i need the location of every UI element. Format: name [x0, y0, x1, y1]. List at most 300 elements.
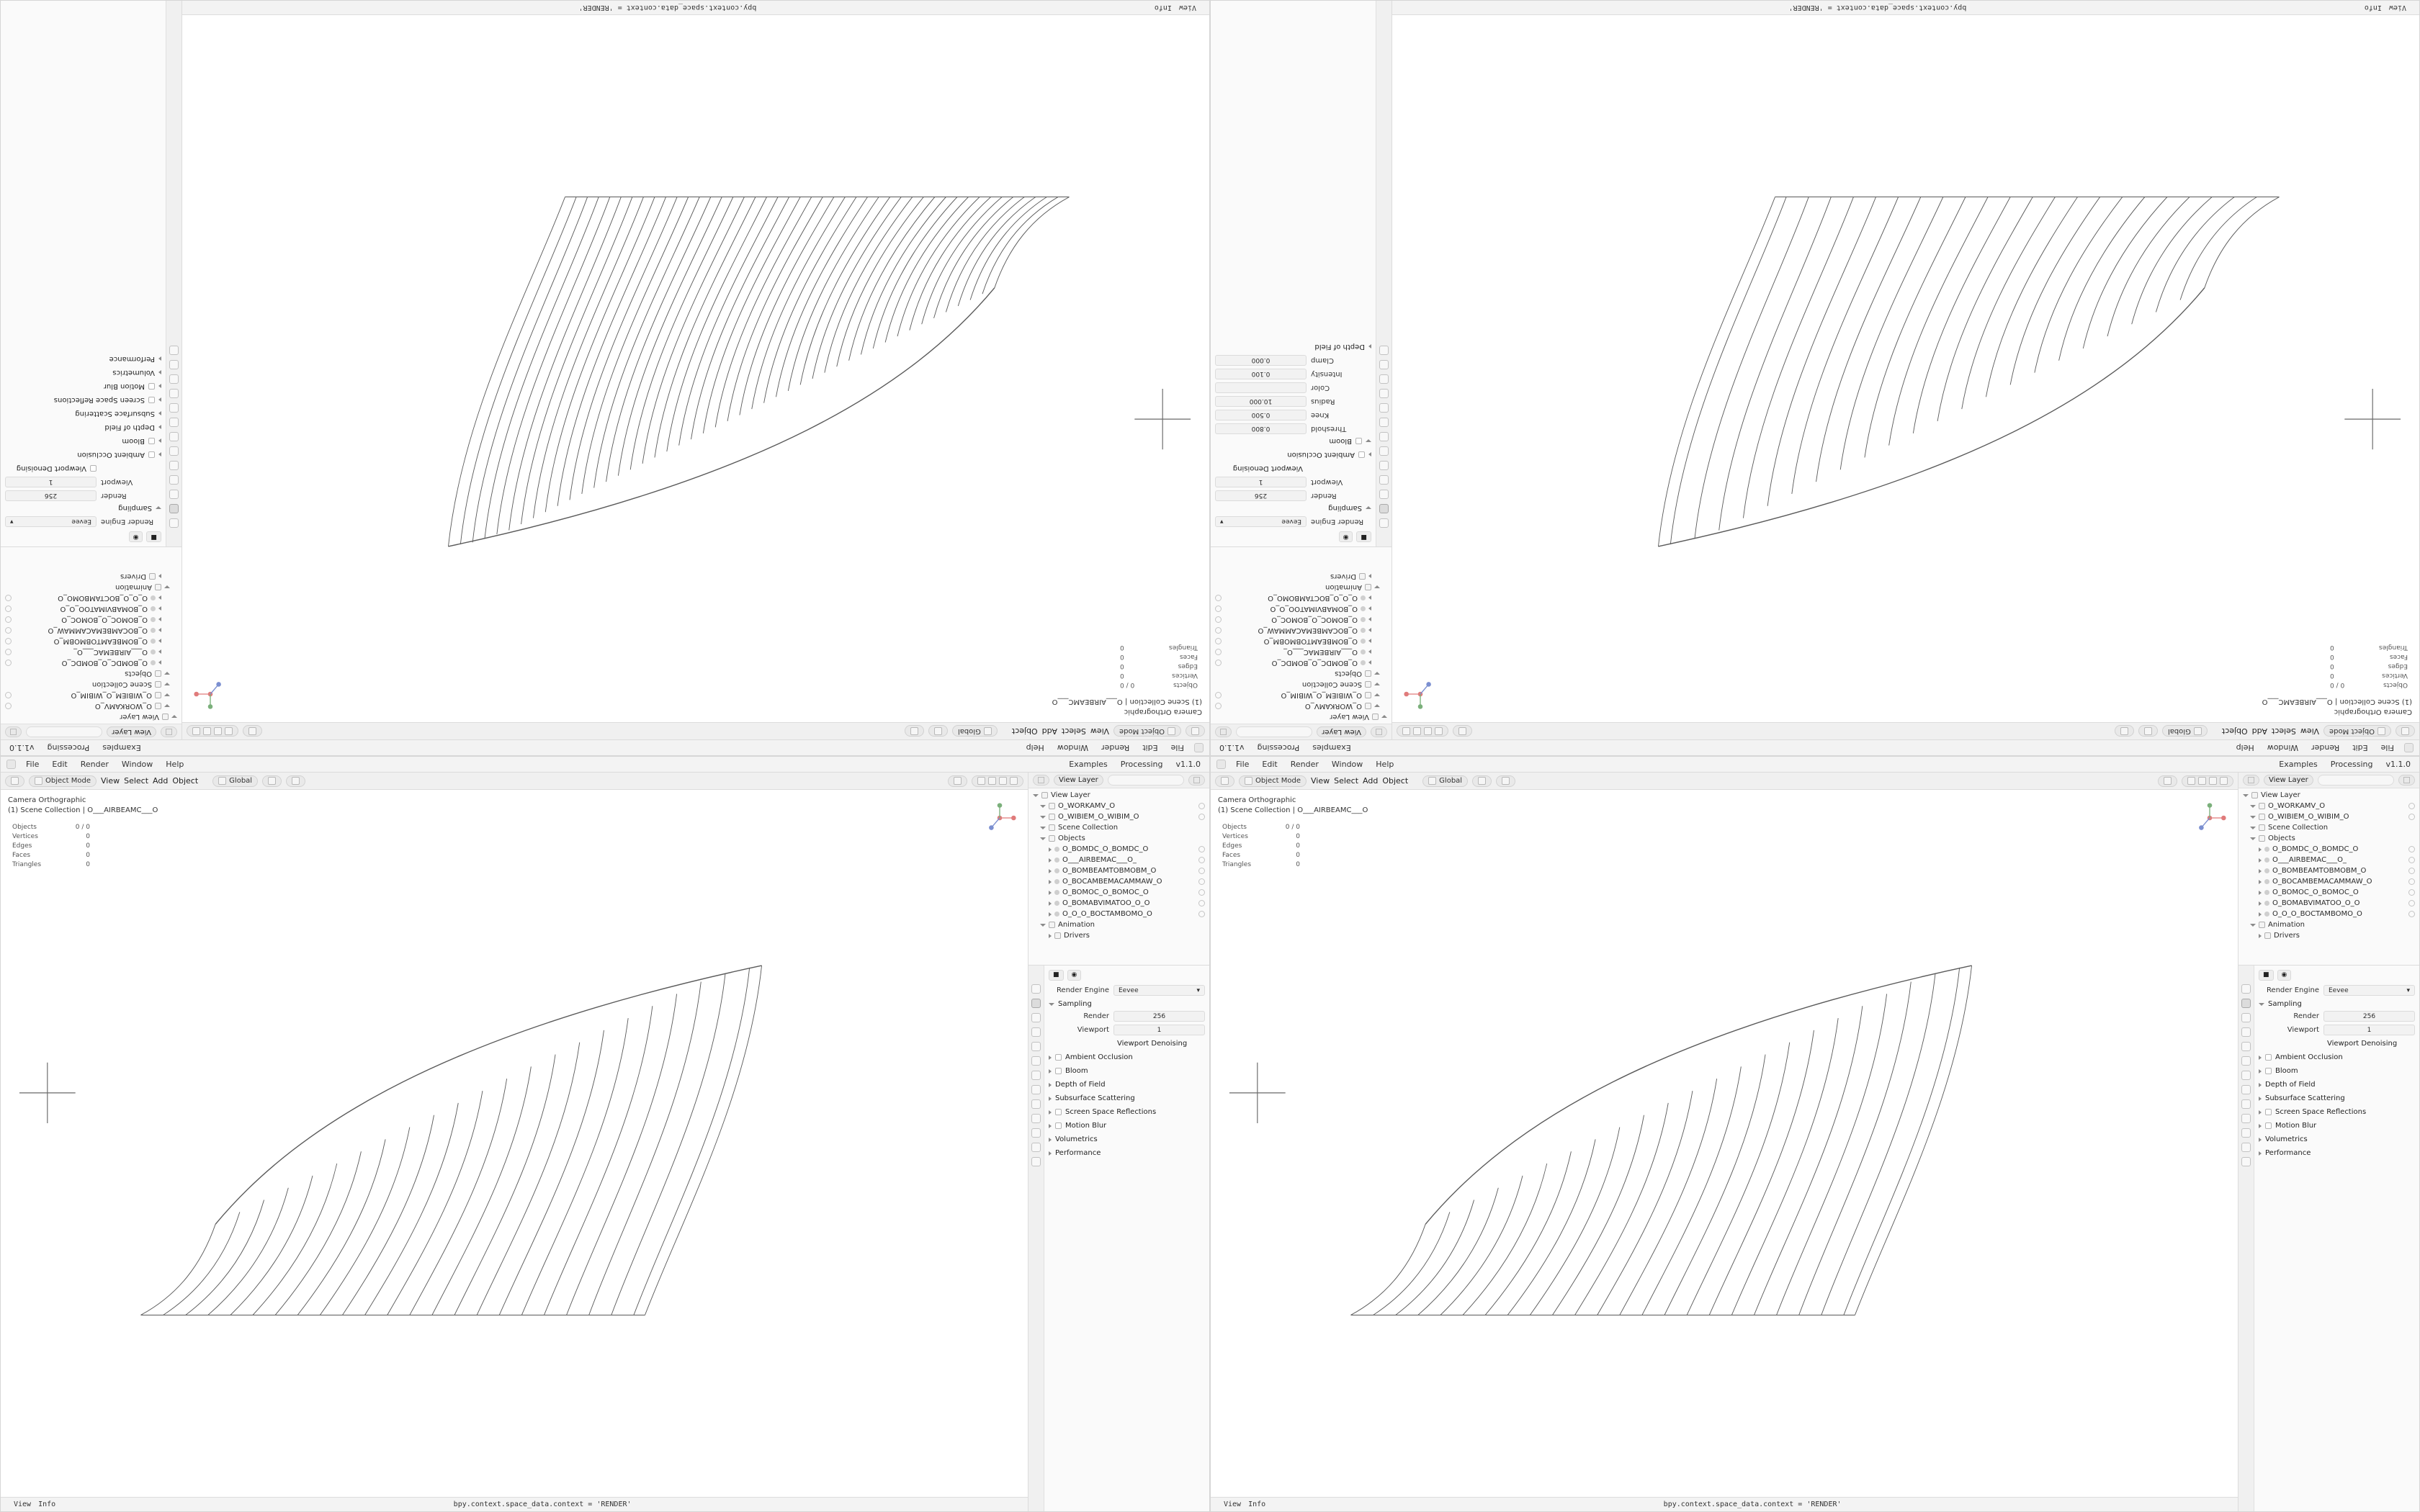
section-subsurface-scattering[interactable]: Subsurface Scattering	[5, 408, 161, 420]
outliner-search-input[interactable]	[2318, 775, 2394, 786]
proportional-editing-icon[interactable]	[905, 726, 924, 737]
navigation-gizmo-icon[interactable]	[1399, 673, 1441, 715]
section-subsurface-scattering[interactable]: Subsurface Scattering	[1049, 1092, 1205, 1104]
mode-selector[interactable]	[2323, 726, 2391, 737]
tab-modifier[interactable]	[1379, 418, 1389, 427]
wireframe-icon[interactable]	[2187, 777, 2195, 785]
visibility-icon[interactable]	[2408, 846, 2415, 852]
tab-scene[interactable]	[1031, 1042, 1041, 1051]
bloom-color-swatch[interactable]	[1215, 382, 1307, 393]
tab-scene[interactable]	[1379, 461, 1389, 470]
magnet-icon[interactable]	[928, 726, 948, 737]
outliner-row-object[interactable]: O_BOMOC_O_BOMOC_O	[1028, 887, 1209, 898]
viewport-menu-object[interactable]: Object	[1382, 776, 1409, 786]
workspace-tab-processing[interactable]: Processing	[1120, 760, 1163, 769]
outliner-row-drivers[interactable]: Drivers	[1211, 571, 1392, 582]
outliner-row-view-layer[interactable]: View Layer	[1028, 790, 1209, 801]
outliner-row-object[interactable]: O_BOCAMBEMACAMMAW_O	[1211, 625, 1392, 636]
viewport-menu-select[interactable]: Select	[2271, 726, 2296, 736]
visibility-icon[interactable]	[1198, 846, 1205, 852]
tab-constraints[interactable]	[1031, 1128, 1041, 1138]
proportional-editing-icon[interactable]	[2115, 726, 2134, 737]
sampling-viewport-input[interactable]: 1	[5, 477, 97, 487]
visibility-icon[interactable]	[5, 692, 12, 698]
render-icon[interactable]: ◉	[2277, 970, 2292, 981]
section-sampling[interactable]: Sampling	[1215, 502, 1371, 514]
viewport-menu-view[interactable]: View	[2300, 726, 2319, 736]
section-volumetrics[interactable]: Volumetrics	[5, 366, 161, 379]
render-icon[interactable]: ◉	[129, 532, 143, 543]
workspace-tab-examples[interactable]: Examples	[1069, 760, 1108, 769]
outliner-row-collection-2[interactable]: O_WIBIEM_O_WIBIM_O	[1, 690, 182, 701]
filter-icon[interactable]	[2398, 775, 2415, 786]
rendered-icon[interactable]	[2220, 777, 2228, 785]
menu-edit[interactable]: Edit	[2352, 743, 2368, 752]
outliner-row-animation[interactable]: Animation	[1211, 582, 1392, 593]
visibility-icon[interactable]	[2408, 814, 2415, 820]
section-performance[interactable]: Performance	[5, 353, 161, 365]
outliner-row-drivers[interactable]: Drivers	[2238, 930, 2419, 941]
tab-view-layer[interactable]	[2241, 1027, 2251, 1037]
solid-icon[interactable]	[2198, 777, 2206, 785]
tab-render[interactable]	[1031, 999, 1041, 1008]
visibility-icon[interactable]	[2408, 878, 2415, 885]
tab-view-layer[interactable]	[1379, 475, 1389, 485]
motion-blur-checkbox[interactable]	[148, 383, 155, 390]
outliner-row-objects[interactable]: Objects	[1028, 833, 1209, 844]
menu-render[interactable]: Render	[1101, 743, 1130, 752]
visibility-icon[interactable]	[2408, 857, 2415, 863]
xray-icon[interactable]	[2158, 775, 2177, 787]
workspace-tab-processing[interactable]: Processing	[2330, 760, 2373, 769]
tab-modifier[interactable]	[1031, 1085, 1041, 1094]
scene-icon[interactable]: ■	[1356, 532, 1371, 543]
menu-render[interactable]: Render	[2311, 743, 2340, 752]
material-preview-icon[interactable]	[1413, 727, 1421, 735]
viewport-menu-object[interactable]: Object	[2221, 726, 2248, 736]
outliner-row-drivers[interactable]: Drivers	[1028, 930, 1209, 941]
magnet-icon[interactable]	[2138, 726, 2158, 737]
outliner-row-objects[interactable]: Objects	[1211, 668, 1392, 679]
transform-orientation-select[interactable]	[952, 726, 998, 737]
menu-window[interactable]: Window	[2267, 743, 2299, 752]
ambient-occlusion-checkbox[interactable]	[2265, 1054, 2272, 1061]
menu-help[interactable]: Help	[2236, 743, 2254, 752]
section-depth-of-field[interactable]: Depth of Field	[2259, 1079, 2415, 1091]
visibility-icon[interactable]	[5, 660, 12, 666]
outliner-row-collection-1[interactable]: O_WORKAMV_O	[1211, 701, 1392, 711]
tab-particles[interactable]	[1031, 1099, 1041, 1109]
solid-icon[interactable]	[988, 777, 996, 785]
outliner-display-mode[interactable]: View Layer	[107, 726, 156, 737]
visibility-icon[interactable]	[1215, 595, 1222, 601]
tab-modifier[interactable]	[169, 418, 179, 427]
outliner-row-object[interactable]: O_BOMBEAMTOBMOBM_O	[1211, 636, 1392, 647]
bloom-checkbox[interactable]	[148, 438, 155, 444]
section-screen-space-reflections[interactable]: Screen Space Reflections	[5, 394, 161, 406]
outliner-row-object[interactable]: O_BOMOC_O_BOMOC_O	[1211, 614, 1392, 625]
tab-data[interactable]	[169, 360, 179, 369]
tab-particles[interactable]	[169, 403, 179, 413]
outliner-row-object[interactable]: O_BOMDC_O_BOMDC_O	[1, 657, 182, 668]
viewport-canvas[interactable]	[1211, 790, 2238, 1497]
visibility-icon[interactable]	[1198, 889, 1205, 896]
viewport-canvas[interactable]	[1, 790, 1028, 1497]
outliner-row-animation[interactable]: Animation	[1, 582, 182, 593]
shading-mode-buttons[interactable]	[187, 726, 238, 737]
section-depth-of-field[interactable]: Depth of Field	[1215, 341, 1371, 353]
menu-help[interactable]: Help	[166, 760, 184, 769]
outliner-display-mode[interactable]: View Layer	[1317, 726, 1366, 737]
filter-icon[interactable]	[1215, 726, 1232, 737]
outliner-row-object[interactable]: O_BOMDC_O_BOMDC_O	[2238, 844, 2419, 855]
section-sampling[interactable]: Sampling	[5, 502, 161, 514]
render-icon[interactable]: ◉	[1339, 532, 1353, 543]
section-sampling[interactable]: Sampling	[2259, 998, 2415, 1010]
tab-output[interactable]	[1031, 1013, 1041, 1022]
solid-icon[interactable]	[1424, 727, 1432, 735]
tab-world[interactable]	[2241, 1056, 2251, 1066]
section-motion-blur[interactable]: Motion Blur	[2259, 1120, 2415, 1132]
sampling-render-input[interactable]: 256	[1215, 490, 1307, 501]
visibility-icon[interactable]	[1215, 649, 1222, 655]
tab-tool[interactable]	[1031, 984, 1041, 994]
section-depth-of-field[interactable]: Depth of Field	[1049, 1079, 1205, 1091]
tab-particles[interactable]	[1379, 403, 1389, 413]
menu-file[interactable]: File	[2380, 743, 2394, 752]
outliner-editor-type-icon[interactable]	[1371, 726, 1387, 737]
xray-icon[interactable]	[1453, 726, 1472, 737]
rendered-icon[interactable]	[1402, 727, 1410, 735]
outliner-row-object[interactable]: O_BOMABVIMATOO_O_O	[2238, 898, 2419, 909]
tab-modifier[interactable]	[2241, 1085, 2251, 1094]
ssr-checkbox[interactable]	[1055, 1109, 1062, 1115]
visibility-icon[interactable]	[1198, 878, 1205, 885]
outliner-row-scene-collection[interactable]: Scene Collection	[1211, 679, 1392, 690]
tab-render[interactable]	[1379, 504, 1389, 513]
sampling-viewport-input[interactable]: 1	[2323, 1025, 2415, 1035]
section-subsurface-scattering[interactable]: Subsurface Scattering	[2259, 1092, 2415, 1104]
workspace-tab-examples[interactable]: Examples	[1312, 743, 1351, 752]
outliner-row-scene-collection[interactable]: Scene Collection	[1, 679, 182, 690]
transform-orientation-select[interactable]	[1422, 775, 1468, 787]
tab-object[interactable]	[1031, 1071, 1041, 1080]
scene-icon[interactable]: ■	[1049, 970, 1064, 981]
tab-material[interactable]	[169, 346, 179, 355]
outliner-editor-type-icon[interactable]	[2243, 775, 2259, 786]
sampling-render-input[interactable]: 256	[2323, 1011, 2415, 1022]
visibility-icon[interactable]	[2408, 900, 2415, 906]
mode-selector[interactable]	[29, 775, 97, 787]
outliner-row-collection-1[interactable]: O_WORKAMV_O	[1, 701, 182, 711]
viewport-canvas[interactable]	[1392, 15, 2419, 722]
tab-constraints[interactable]	[2241, 1128, 2251, 1138]
section-motion-blur[interactable]: Motion Blur	[1049, 1120, 1205, 1132]
visibility-icon[interactable]	[5, 627, 12, 634]
visibility-icon[interactable]	[1198, 857, 1205, 863]
workspace-tab-processing[interactable]: Processing	[1257, 743, 1300, 752]
visibility-icon[interactable]	[5, 616, 12, 623]
outliner-row-object[interactable]: O_BOMOC_O_BOMOC_O	[1, 614, 182, 625]
bloom-clamp-input[interactable]: 0.000	[1215, 355, 1307, 366]
visibility-icon[interactable]	[5, 703, 12, 709]
section-bloom[interactable]: Bloom	[5, 435, 161, 447]
outliner-row-object[interactable]: O_BOCAMBEMACAMMAW_O	[2238, 876, 2419, 887]
outliner-row-object[interactable]: O_BOMABVIMATOO_O_O	[1211, 603, 1392, 614]
section-screen-space-reflections[interactable]: Screen Space Reflections	[1049, 1106, 1205, 1118]
menu-edit[interactable]: Edit	[1142, 743, 1158, 752]
tab-output[interactable]	[2241, 1013, 2251, 1022]
menu-file[interactable]: File	[26, 760, 40, 769]
visibility-icon[interactable]	[1215, 616, 1222, 623]
menu-window[interactable]: Window	[1331, 760, 1363, 769]
material-preview-icon[interactable]	[203, 727, 211, 735]
viewport-menu-select[interactable]: Select	[124, 776, 149, 786]
visibility-icon[interactable]	[5, 649, 12, 655]
outliner-editor-type-icon[interactable]	[1033, 775, 1049, 786]
shading-mode-buttons[interactable]	[2182, 775, 2233, 787]
outliner-row-object[interactable]: O_BOCAMBEMACAMMAW_O	[1, 625, 182, 636]
console-menu-view[interactable]: View	[14, 1500, 32, 1508]
shading-mode-buttons[interactable]	[972, 775, 1023, 787]
tab-render[interactable]	[169, 504, 179, 513]
console-menu-view[interactable]: View	[1178, 4, 1196, 12]
viewport-denoising-row[interactable]	[1215, 462, 1371, 474]
outliner-row-object[interactable]: O___AIRBEMAC___O_	[2238, 855, 2419, 865]
sampling-render-input[interactable]: 256	[1113, 1011, 1205, 1022]
section-ambient-occlusion[interactable]: Ambient Occlusion	[1049, 1051, 1205, 1063]
tab-output[interactable]	[1379, 490, 1389, 499]
render-engine-select[interactable]: Eevee ▾	[5, 516, 97, 527]
outliner-row-view-layer[interactable]: View Layer	[2238, 790, 2419, 801]
tab-data[interactable]	[1031, 1143, 1041, 1152]
outliner-display-mode[interactable]: View Layer	[1054, 775, 1103, 786]
section-performance[interactable]: Performance	[1049, 1147, 1205, 1159]
outliner-row-collection-2[interactable]: O_WIBIEM_O_WIBIM_O	[1211, 690, 1392, 701]
bloom-threshold-input[interactable]: 0.800	[1215, 423, 1307, 434]
section-ambient-occlusion[interactable]: Ambient Occlusion	[5, 449, 161, 461]
outliner-row-objects[interactable]: Objects	[2238, 833, 2419, 844]
outliner-row-animation[interactable]: Animation	[2238, 919, 2419, 930]
visibility-icon[interactable]	[1215, 692, 1222, 698]
tab-tool[interactable]	[169, 518, 179, 528]
tab-physics[interactable]	[1031, 1114, 1041, 1123]
menu-help[interactable]: Help	[1026, 743, 1044, 752]
scene-icon[interactable]: ■	[146, 532, 161, 543]
tab-tool[interactable]	[1379, 518, 1389, 528]
wireframe-icon[interactable]	[225, 727, 233, 735]
workspace-tab-examples[interactable]: Examples	[102, 743, 141, 752]
bloom-checkbox[interactable]	[1355, 438, 1362, 444]
menu-render[interactable]: Render	[80, 760, 109, 769]
editor-type-icon[interactable]	[5, 775, 24, 787]
ssr-checkbox[interactable]	[2265, 1109, 2272, 1115]
visibility-icon[interactable]	[1198, 803, 1205, 809]
viewport-denoising-checkbox[interactable]	[90, 465, 97, 472]
material-preview-icon[interactable]	[999, 777, 1007, 785]
ssr-checkbox[interactable]	[148, 397, 155, 403]
viewport-menu-add[interactable]: Add	[153, 776, 169, 786]
viewport-menu-object[interactable]: Object	[172, 776, 199, 786]
sampling-viewport-input[interactable]: 1	[1215, 477, 1307, 487]
outliner-row-view-layer[interactable]: View Layer	[1, 711, 182, 722]
section-ambient-occlusion[interactable]: Ambient Occlusion	[1215, 449, 1371, 461]
tab-output[interactable]	[169, 490, 179, 499]
visibility-icon[interactable]	[1198, 814, 1205, 820]
viewport-denoising-row[interactable]	[2259, 1038, 2415, 1050]
outliner-row-collection-1[interactable]: O_WORKAMV_O	[1028, 801, 1209, 811]
menu-render[interactable]: Render	[1290, 760, 1319, 769]
console-menu-view[interactable]: View	[2388, 4, 2406, 12]
tab-data[interactable]	[2241, 1143, 2251, 1152]
viewport-menu-view[interactable]: View	[1311, 776, 1330, 786]
outliner-row-object[interactable]: O___AIRBEMAC___O_	[1211, 647, 1392, 657]
visibility-icon[interactable]	[1215, 638, 1222, 644]
bloom-knee-input[interactable]: 0.500	[1215, 410, 1307, 420]
outliner-display-mode[interactable]: View Layer	[2264, 775, 2313, 786]
menu-file[interactable]: File	[1170, 743, 1184, 752]
tab-physics[interactable]	[2241, 1114, 2251, 1123]
ambient-occlusion-checkbox[interactable]	[148, 451, 155, 458]
section-performance[interactable]: Performance	[2259, 1147, 2415, 1159]
rendered-icon[interactable]	[1010, 777, 1018, 785]
outliner-row-object[interactable]: O_O_O_BOCTAMBOMO_O	[2238, 909, 2419, 919]
outliner-row-object[interactable]: O_BOMBEAMTOBMOBM_O	[1, 636, 182, 647]
visibility-icon[interactable]	[2408, 803, 2415, 809]
visibility-icon[interactable]	[5, 606, 12, 612]
tab-world[interactable]	[1031, 1056, 1041, 1066]
viewport-denoising-row[interactable]	[5, 462, 161, 474]
tab-constraints[interactable]	[1379, 374, 1389, 384]
workspace-tab-examples[interactable]: Examples	[2279, 760, 2318, 769]
magnet-icon[interactable]	[262, 775, 282, 787]
visibility-icon[interactable]	[5, 595, 12, 601]
viewport-menu-view[interactable]: View	[101, 776, 120, 786]
tab-render[interactable]	[2241, 999, 2251, 1008]
section-motion-blur[interactable]: Motion Blur	[5, 380, 161, 392]
viewport-canvas[interactable]	[182, 15, 1209, 722]
outliner-row-drivers[interactable]: Drivers	[1, 571, 182, 582]
visibility-icon[interactable]	[1198, 868, 1205, 874]
outliner-row-object[interactable]: O_BOMBEAMTOBMOBM_O	[1028, 865, 1209, 876]
viewport-menu-add[interactable]: Add	[1041, 726, 1057, 736]
bloom-intensity-input[interactable]: 0.100	[1215, 369, 1307, 379]
outliner-row-object[interactable]: O_O_O_BOCTAMBOMO_O	[1211, 593, 1392, 603]
tab-object[interactable]	[169, 432, 179, 441]
visibility-icon[interactable]	[1198, 900, 1205, 906]
tab-object[interactable]	[2241, 1071, 2251, 1080]
section-bloom[interactable]: Bloom	[1049, 1065, 1205, 1077]
filter-icon[interactable]	[5, 726, 22, 737]
rendered-icon[interactable]	[192, 727, 200, 735]
visibility-icon[interactable]	[1215, 660, 1222, 666]
outliner-row-objects[interactable]: Objects	[1, 668, 182, 679]
outliner-search-input[interactable]	[26, 726, 102, 737]
outliner-row-scene-collection[interactable]: Scene Collection	[1028, 822, 1209, 833]
transform-orientation-select[interactable]	[212, 775, 258, 787]
visibility-icon[interactable]	[5, 638, 12, 644]
visibility-icon[interactable]	[1198, 911, 1205, 917]
console-menu-info[interactable]: Info	[1154, 4, 1172, 12]
workspace-tab-processing[interactable]: Processing	[47, 743, 90, 752]
outliner-search-input[interactable]	[1108, 775, 1184, 786]
viewport-menu-select[interactable]: Select	[1061, 726, 1086, 736]
tab-physics[interactable]	[1379, 389, 1389, 398]
tab-object[interactable]	[1379, 432, 1389, 441]
viewport-denoising-row[interactable]	[1049, 1038, 1205, 1050]
tab-scene[interactable]	[169, 461, 179, 470]
viewport-menu-add[interactable]: Add	[1363, 776, 1379, 786]
tab-scene[interactable]	[2241, 1042, 2251, 1051]
material-preview-icon[interactable]	[2209, 777, 2217, 785]
tab-world[interactable]	[169, 446, 179, 456]
tab-particles[interactable]	[2241, 1099, 2251, 1109]
editor-type-icon[interactable]	[1186, 726, 1205, 737]
outliner-row-object[interactable]: O_BOMABVIMATOO_O_O	[1, 603, 182, 614]
section-bloom[interactable]: Bloom	[2259, 1065, 2415, 1077]
tab-tool[interactable]	[2241, 984, 2251, 994]
viewport-menu-view[interactable]: View	[1090, 726, 1109, 736]
transform-orientation-select[interactable]	[2162, 726, 2208, 737]
viewport-menu-object[interactable]: Object	[1011, 726, 1038, 736]
tab-world[interactable]	[1379, 446, 1389, 456]
wireframe-icon[interactable]	[1435, 727, 1443, 735]
visibility-icon[interactable]	[1215, 606, 1222, 612]
outliner-row-scene-collection[interactable]: Scene Collection	[2238, 822, 2419, 833]
bloom-checkbox[interactable]	[2265, 1068, 2272, 1074]
menu-file[interactable]: File	[1236, 760, 1250, 769]
tab-view-layer[interactable]	[169, 475, 179, 485]
outliner-row-collection-1[interactable]: O_WORKAMV_O	[2238, 801, 2419, 811]
tab-physics[interactable]	[169, 389, 179, 398]
section-ambient-occlusion[interactable]: Ambient Occlusion	[2259, 1051, 2415, 1063]
tab-material[interactable]	[1379, 346, 1389, 355]
navigation-gizmo-icon[interactable]	[189, 673, 231, 715]
outliner-editor-type-icon[interactable]	[161, 726, 177, 737]
visibility-icon[interactable]	[2408, 911, 2415, 917]
viewport-menu-add[interactable]: Add	[2251, 726, 2267, 736]
section-bloom[interactable]: Bloom	[1215, 435, 1371, 447]
wireframe-icon[interactable]	[977, 777, 985, 785]
outliner-row-object[interactable]: O_BOMBEAMTOBMOBM_O	[2238, 865, 2419, 876]
visibility-icon[interactable]	[2408, 889, 2415, 896]
ambient-occlusion-checkbox[interactable]	[1055, 1054, 1062, 1061]
outliner-row-object[interactable]: O_O_O_BOCTAMBOMO_O	[1, 593, 182, 603]
sampling-render-input[interactable]: 256	[5, 490, 97, 501]
navigation-gizmo-icon[interactable]	[2189, 797, 2231, 839]
outliner-row-object[interactable]: O_BOMOC_O_BOMOC_O	[2238, 887, 2419, 898]
section-volumetrics[interactable]: Volumetrics	[2259, 1133, 2415, 1146]
outliner-row-object[interactable]: O_BOMABVIMATOO_O_O	[1028, 898, 1209, 909]
motion-blur-checkbox[interactable]	[1055, 1122, 1062, 1129]
tab-view-layer[interactable]	[1031, 1027, 1041, 1037]
filter-icon[interactable]	[1188, 775, 1205, 786]
render-engine-select[interactable]: Eevee ▾	[2323, 985, 2415, 996]
menu-help[interactable]: Help	[1376, 760, 1394, 769]
render-engine-select[interactable]: Eevee ▾	[1215, 516, 1307, 527]
outliner-row-collection-2[interactable]: O_WIBIEM_O_WIBIM_O	[2238, 811, 2419, 822]
shading-mode-buttons[interactable]	[1397, 726, 1448, 737]
console-menu-info[interactable]: Info	[1248, 1500, 1266, 1508]
menu-window[interactable]: Window	[1057, 743, 1089, 752]
bloom-radius-input[interactable]: 10.000	[1215, 396, 1307, 407]
outliner-row-object[interactable]: O_BOMDC_O_BOMDC_O	[1028, 844, 1209, 855]
outliner-search-input[interactable]	[1236, 726, 1312, 737]
proportional-editing-icon[interactable]	[1496, 775, 1515, 787]
outliner-row-animation[interactable]: Animation	[1028, 919, 1209, 930]
viewport-menu-select[interactable]: Select	[1334, 776, 1359, 786]
solid-icon[interactable]	[214, 727, 222, 735]
